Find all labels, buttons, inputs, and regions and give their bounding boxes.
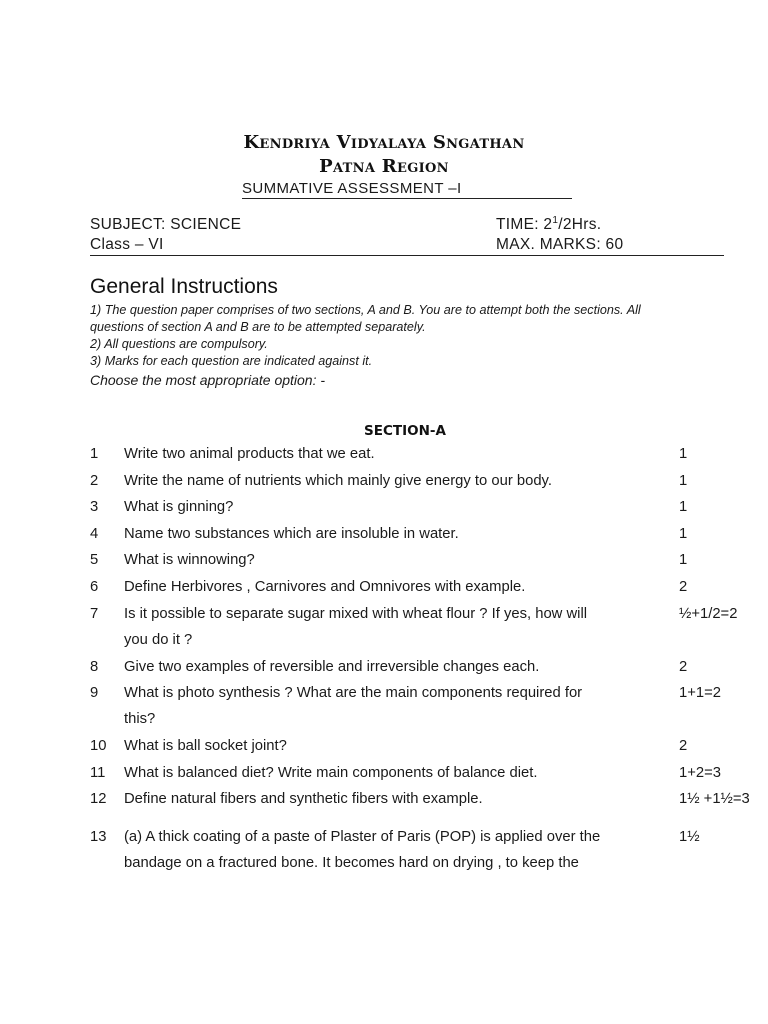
question-marks: 1½ +1½=3 xyxy=(679,791,750,807)
question-number: 13 xyxy=(90,829,107,845)
question-number: 3 xyxy=(90,499,99,515)
time-superscript: 1 xyxy=(552,215,559,226)
question-text xyxy=(124,760,644,786)
question-marks: 1 xyxy=(679,446,688,462)
question-marks: 1 xyxy=(679,552,688,568)
question-number: 12 xyxy=(90,791,107,807)
question-text-line: What is photo synthesis ? What are the main components required for xyxy=(124,685,583,701)
organization-title: Kendriya Vidyalaya Sngathan xyxy=(243,132,525,153)
question-text xyxy=(124,468,644,494)
question-number: 1 xyxy=(90,446,99,462)
question-text-line: What is balanced diet? Write main components of balance diet. xyxy=(124,765,538,781)
section-a-title: SECTION-A xyxy=(364,423,446,439)
question-text xyxy=(124,733,644,759)
question-text xyxy=(124,680,644,732)
question-text-line: bandage on a fractured bone. It becomes hard on drying , to keep the xyxy=(124,855,579,871)
instructions-title: General Instructions xyxy=(90,275,278,298)
class-label: Class – VI xyxy=(90,236,164,253)
question-marks: 1 xyxy=(679,473,688,489)
question-number: 10 xyxy=(90,738,107,754)
question-number: 6 xyxy=(90,579,99,595)
question-text xyxy=(124,574,644,600)
question-text-line: you do it ? xyxy=(124,632,193,648)
question-text xyxy=(124,494,644,520)
question-number: 7 xyxy=(90,606,99,622)
question-number: 11 xyxy=(90,765,106,781)
question-text-line: Define Herbivores , Carnivores and Omnivores with example. xyxy=(124,579,526,595)
question-marks: 2 xyxy=(679,738,688,754)
question-text xyxy=(124,786,644,812)
question-marks: 1 xyxy=(679,526,688,542)
instruction-line: 1) The question paper comprises of two sections, A and B. You are to attempt both the sections. All xyxy=(90,303,641,317)
region-title: Patna Region xyxy=(319,156,449,177)
instruction-line: questions of section A and B are to be attempted separately. xyxy=(90,320,426,334)
question-text-line: Name two substances which are insoluble in water. xyxy=(124,526,459,542)
question-marks: 1 xyxy=(679,499,688,515)
question-marks: 2 xyxy=(679,579,688,595)
time-prefix: TIME: 2 xyxy=(496,216,553,233)
question-marks: 1+1=2 xyxy=(679,685,721,701)
question-text xyxy=(124,441,644,467)
question-text xyxy=(124,521,644,547)
question-number: 2 xyxy=(90,473,99,489)
question-number: 9 xyxy=(90,685,99,701)
question-text xyxy=(124,824,644,876)
instruction-line: 2) All questions are compulsory. xyxy=(90,337,268,351)
time-label xyxy=(496,216,601,234)
question-marks: 1½ xyxy=(679,829,700,845)
question-marks: 1+2=3 xyxy=(679,765,721,781)
max-marks-label: MAX. MARKS: 60 xyxy=(496,236,624,253)
question-text xyxy=(124,654,644,680)
question-number: 4 xyxy=(90,526,99,542)
question-text-line: this? xyxy=(124,711,156,727)
time-suffix: /2Hrs. xyxy=(558,216,602,233)
choose-option-note: Choose the most appropriate option: - xyxy=(90,372,326,388)
question-text-line: (a) A thick coating of a paste of Plaster of Paris (POP) is applied over the xyxy=(124,829,601,845)
question-text-line: Write two animal products that we eat. xyxy=(124,446,375,462)
question-marks: ½+1/2=2 xyxy=(679,606,738,622)
question-number: 5 xyxy=(90,552,99,568)
assessment-title: SUMMATIVE ASSESSMENT –I xyxy=(242,180,572,199)
question-marks: 2 xyxy=(679,659,688,675)
question-number: 8 xyxy=(90,659,99,675)
instructions-list xyxy=(90,302,730,370)
question-text-line: Write the name of nutrients which mainly give energy to our body. xyxy=(124,473,552,489)
question-text-line: What is ball socket joint? xyxy=(124,738,287,754)
subject-label: SUBJECT: SCIENCE xyxy=(90,216,242,233)
instruction-line: 3) Marks for each question are indicated against it. xyxy=(90,354,373,368)
question-text-line: What is ginning? xyxy=(124,499,234,515)
header-divider xyxy=(90,255,724,256)
question-text-line: What is winnowing? xyxy=(124,552,255,568)
question-text xyxy=(124,601,644,653)
question-text-line: Define natural fibers and synthetic fibers with example. xyxy=(124,791,483,807)
question-text-line: Is it possible to separate sugar mixed with wheat flour ? If yes, how will xyxy=(124,606,588,622)
question-text-line: Give two examples of reversible and irreversible changes each. xyxy=(124,659,540,675)
question-text xyxy=(124,547,644,573)
